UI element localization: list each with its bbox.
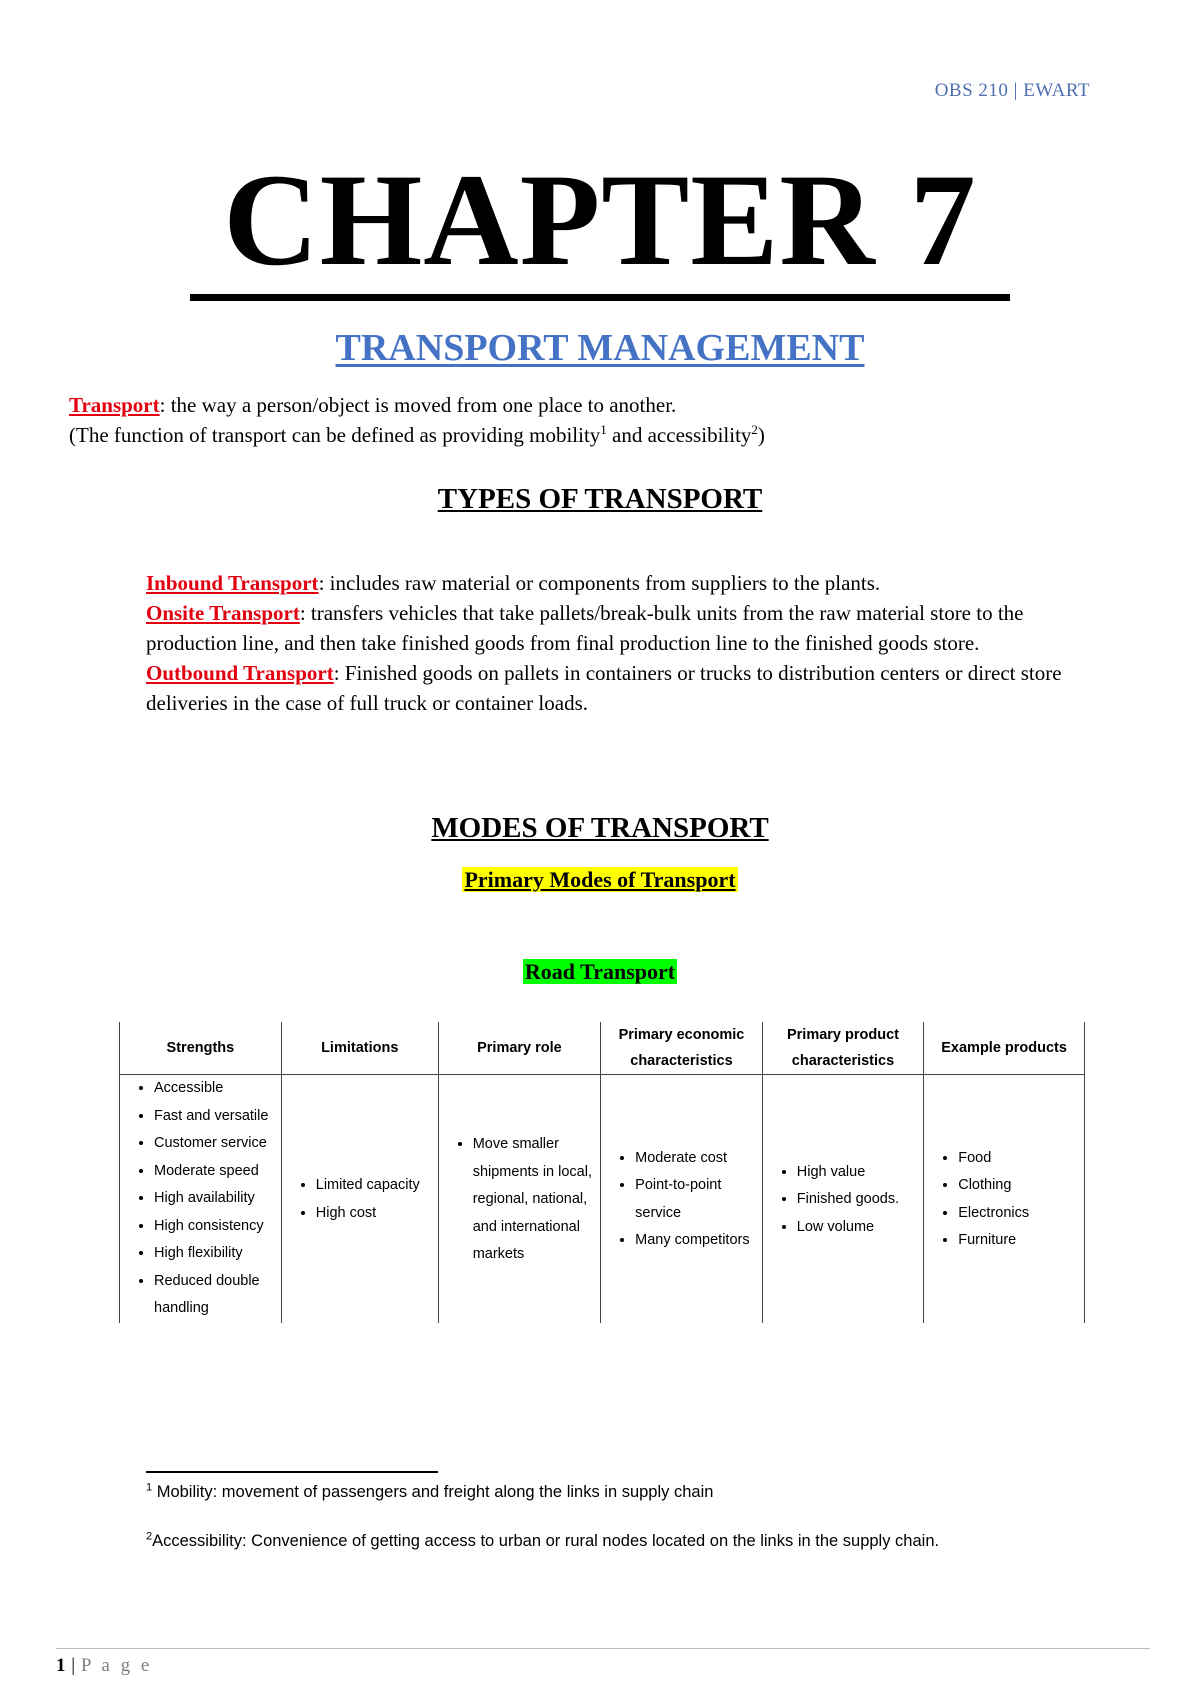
type-item-inbound <box>146 568 1076 598</box>
road-transport-label <box>0 959 1200 985</box>
primary-modes-text: Primary Modes of Transport <box>464 867 736 892</box>
list-item: • Food <box>958 1145 1078 1173</box>
chapter-underline <box>190 294 1010 301</box>
footnote-1 <box>146 1483 713 1502</box>
type-text: : includes raw material or components from suppliers to the plants. <box>318 571 881 595</box>
col-header-limitations: Limitations <box>281 1022 438 1075</box>
road-transport-table <box>119 1022 1085 1323</box>
footer-rule <box>56 1648 1150 1649</box>
list-item: • High flexibility <box>154 1240 275 1268</box>
types-list <box>146 568 1076 718</box>
footnote-text: Accessibility: Convenience of getting access to urban or rural nodes located on the links in the supply chain. <box>152 1532 940 1550</box>
footnote-separator <box>146 1471 438 1473</box>
road-transport-text: Road Transport <box>524 959 676 984</box>
types-heading: TYPES OF TRANSPORT <box>437 483 763 515</box>
cell-primary-role <box>438 1075 600 1323</box>
footnote-ref-1[interactable]: 1 <box>600 422 607 437</box>
modes-heading: MODES OF TRANSPORT <box>431 812 769 844</box>
bullet-list <box>126 1075 275 1323</box>
list-item: • High cost <box>316 1200 432 1228</box>
bullet-list <box>445 1131 594 1269</box>
list-item: • Clothing <box>958 1172 1078 1200</box>
definition-text: : the way a person/object is moved from one place to another. <box>159 393 677 417</box>
footnote-num: 2 <box>146 1530 153 1543</box>
cell-economic <box>601 1075 763 1323</box>
bullet-list <box>288 1172 432 1227</box>
list-item: • Moderate speed <box>154 1158 275 1186</box>
list-item: • Many competitors <box>635 1227 756 1255</box>
page-footer <box>56 1655 152 1677</box>
footnote-ref-2[interactable]: 2 <box>751 422 758 437</box>
page-number: 1 <box>56 1655 66 1676</box>
type-text: : transfers vehicles that take pallets/break-bulk units from the raw material store to the production line, and then take finished goods from final production line to the finished goods store. <box>146 601 1024 655</box>
list-item: • Accessible <box>154 1075 275 1103</box>
primary-modes-label <box>0 867 1200 893</box>
header-course: OBS 210 | EWART <box>934 80 1090 101</box>
type-text: : Finished goods on pallets in containers or trucks to distribution centers or direct store deliveries in the case of full truck or container loads. <box>146 661 1062 715</box>
cell-limitations <box>281 1075 438 1323</box>
type-term: Onsite Transport <box>146 601 300 625</box>
table-row <box>120 1075 1085 1323</box>
col-header-examples: Example products <box>924 1022 1085 1075</box>
definition-line2-a: (The function of transport can be defined as providing mobility <box>69 423 601 447</box>
list-item: • Limited capacity <box>316 1172 432 1200</box>
bullet-list <box>930 1145 1078 1255</box>
list-item: • Fast and versatile <box>154 1103 275 1131</box>
transport-definition <box>69 390 1119 450</box>
page-label: P a g e <box>80 1655 153 1676</box>
bullet-list <box>607 1145 756 1255</box>
cell-examples <box>924 1075 1085 1323</box>
list-item: • Low volume <box>797 1214 917 1242</box>
cell-product <box>762 1075 923 1323</box>
definition-line2-b: and accessibility <box>606 423 752 447</box>
list-item: • Reduced double handling <box>154 1268 275 1323</box>
list-item: • High availability <box>154 1185 275 1213</box>
cell-strengths <box>120 1075 282 1323</box>
col-header-strengths: Strengths <box>120 1022 282 1075</box>
type-item-outbound <box>146 658 1076 718</box>
footnote-num: 1 <box>146 1481 153 1494</box>
list-item: • Finished goods. <box>797 1186 917 1214</box>
bullet-list <box>769 1159 917 1242</box>
chapter-title: CHAPTER 7 <box>223 146 977 293</box>
footnote-text: Mobility: movement of passengers and freight along the links in supply chain <box>152 1483 714 1501</box>
list-item: • Furniture <box>958 1227 1078 1255</box>
col-header-primary-role: Primary role <box>438 1022 600 1075</box>
list-item: • Move smaller shipments in local, regional, national, and international markets <box>473 1131 594 1269</box>
list-item: • Moderate cost <box>635 1145 756 1173</box>
list-item: • High consistency <box>154 1213 275 1241</box>
chapter-subtitle: TRANSPORT MANAGEMENT <box>335 327 865 369</box>
type-term: Outbound Transport <box>146 661 334 685</box>
col-header-product: Primary product characteristics <box>762 1022 923 1075</box>
list-item: • Customer service <box>154 1130 275 1158</box>
type-term: Inbound Transport <box>146 571 319 595</box>
footnote-2 <box>146 1532 939 1551</box>
page-sep: | <box>66 1655 81 1676</box>
definition-term: Transport <box>69 393 160 417</box>
list-item: • Electronics <box>958 1200 1078 1228</box>
list-item: • High value <box>797 1159 917 1187</box>
col-header-economic: Primary economic characteristics <box>601 1022 763 1075</box>
list-item: • Point-to-point service <box>635 1172 756 1227</box>
definition-line2-c: ) <box>757 423 765 447</box>
table-header-row <box>120 1022 1085 1075</box>
type-item-onsite <box>146 598 1076 658</box>
